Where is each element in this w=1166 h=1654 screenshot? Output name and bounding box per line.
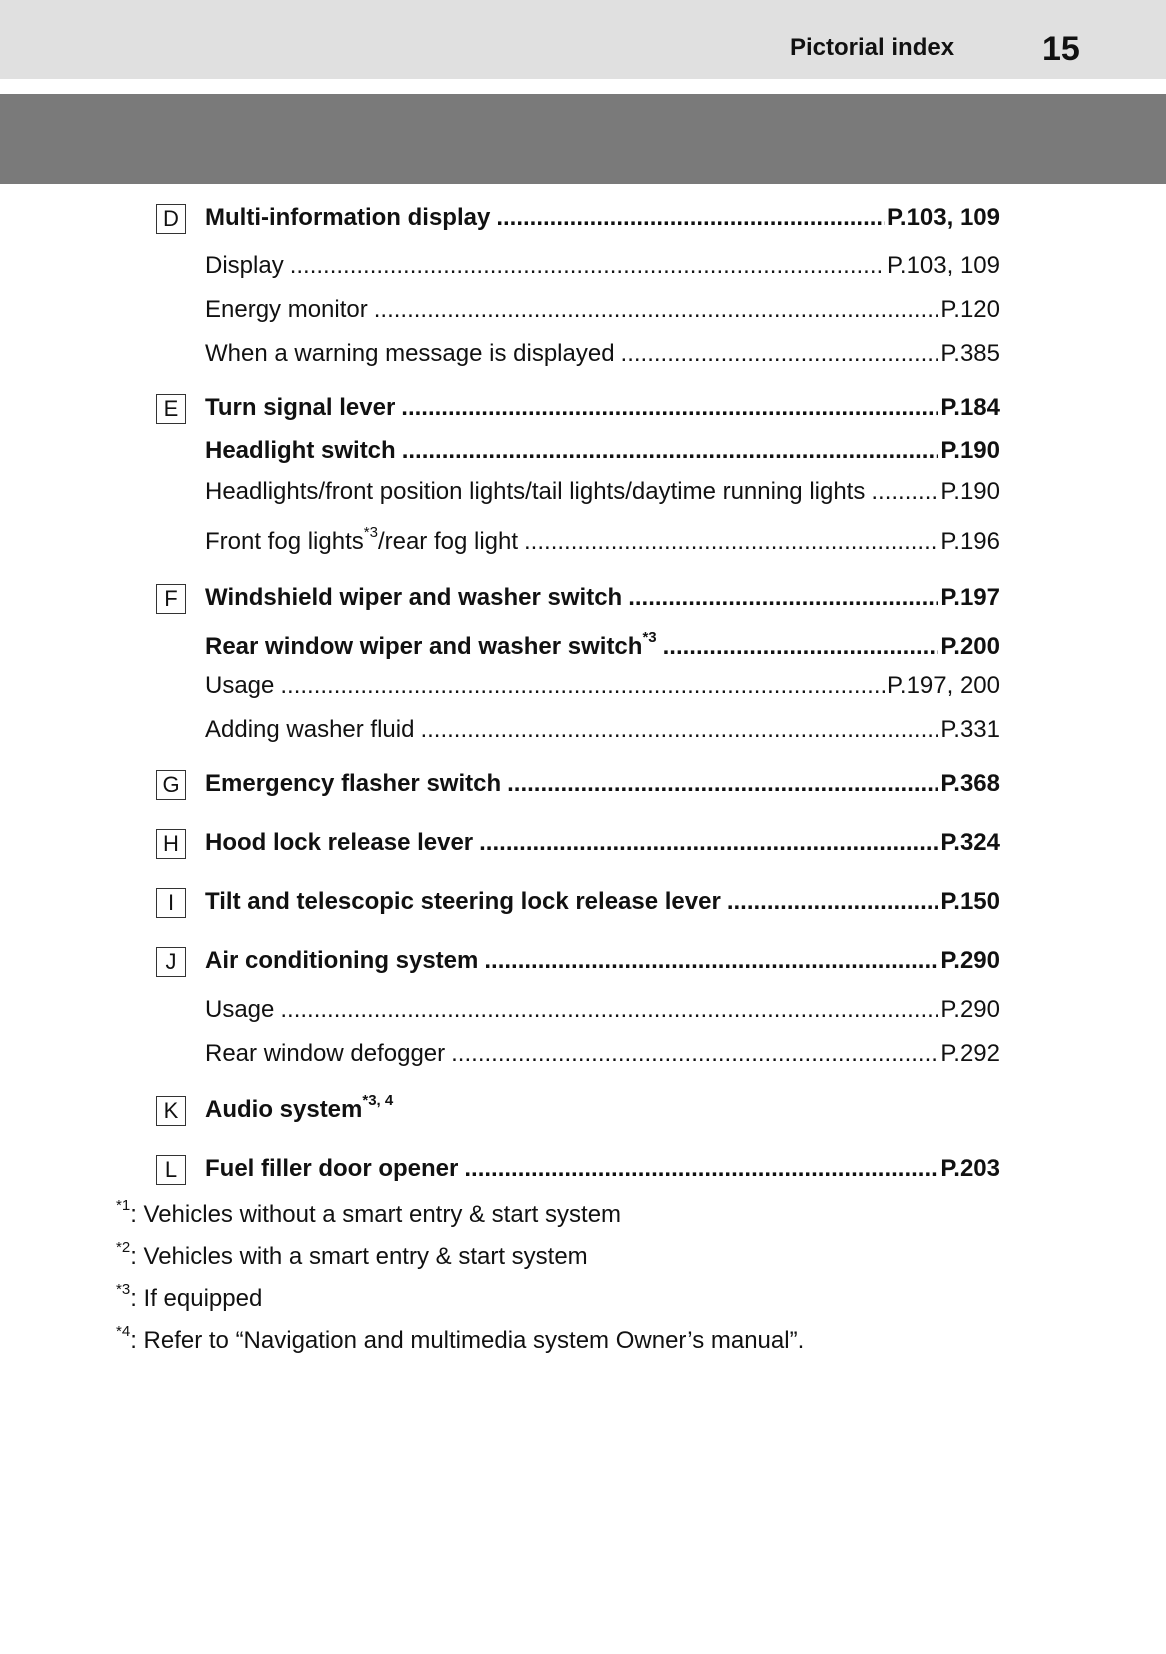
header-band	[0, 94, 1166, 184]
letter-badge-j: J	[156, 947, 186, 977]
leader-dots	[402, 437, 939, 465]
leader-dots	[479, 829, 938, 857]
entry-label: Windshield wiper and washer switch	[205, 584, 623, 611]
entry-label: Turn signal lever	[205, 394, 396, 421]
leader-dots	[451, 1040, 938, 1068]
footnote-text: : Vehicles without a smart entry & start system	[130, 1201, 622, 1228]
index-entry-windshield-wiper[interactable]	[205, 584, 1000, 612]
index-entry-air-conditioning[interactable]	[205, 947, 1000, 975]
entry-label: Headlight switch	[205, 437, 396, 464]
entry-label: Audio system$^{*3, 4}$	[205, 1092, 394, 1123]
index-entry-warning-message[interactable]	[205, 340, 1000, 368]
entry-page-ref: P.103, 109	[886, 204, 1000, 231]
entry-label: Rear window defogger	[205, 1040, 446, 1067]
entry-label: Hood lock release lever	[205, 829, 474, 856]
footnote-ref: *3, 4	[362, 1092, 394, 1109]
index-entry-multi-information-display[interactable]	[205, 204, 1000, 232]
index-entry-rear-defogger[interactable]	[205, 1040, 1000, 1068]
footnote-mark: *4	[116, 1323, 131, 1340]
leader-dots	[464, 1155, 938, 1183]
entry-label: Usage	[205, 672, 275, 699]
entry-page-ref: P.200	[940, 633, 1000, 660]
entry-page-ref: P.368	[940, 770, 1000, 797]
leader-dots	[420, 716, 938, 744]
entry-label: When a warning message is displayed	[205, 340, 615, 367]
footnote-text: : Refer to “Navigation and multimedia system Owner’s manual”.	[130, 1327, 805, 1354]
footnote-ref: *3	[642, 629, 657, 646]
index-entry-rear-window-wiper[interactable]	[205, 629, 1000, 661]
entry-page-ref: P.184	[940, 394, 1000, 421]
leader-dots	[401, 394, 938, 422]
entry-label: Adding washer fluid	[205, 716, 415, 743]
leader-dots	[663, 633, 939, 661]
entry-page-ref: P.292	[940, 1040, 1000, 1067]
letter-badge-i: I	[156, 888, 186, 918]
leader-dots	[524, 528, 938, 556]
leader-dots	[727, 888, 939, 916]
index-entry-usage-ac[interactable]	[205, 996, 1000, 1024]
footnote-3	[116, 1281, 263, 1313]
entry-label: Display	[205, 252, 284, 279]
footnote-mark: *2	[116, 1239, 131, 1256]
index-entry-headlights[interactable]	[205, 478, 1000, 506]
index-entry-usage-wiper[interactable]	[205, 672, 1000, 700]
index-entry-washer-fluid[interactable]	[205, 716, 1000, 744]
entry-page-ref: P.290	[940, 947, 1000, 974]
footnote-2	[116, 1239, 588, 1271]
entry-label: Air conditioning system	[205, 947, 479, 974]
section-title: Pictorial index	[790, 34, 955, 61]
header-bar	[0, 0, 1166, 79]
footnote-1	[116, 1197, 622, 1229]
leader-dots	[290, 252, 885, 280]
index-entry-energy-monitor[interactable]	[205, 296, 1000, 324]
letter-badge-k: K	[156, 1096, 186, 1126]
index-entry-audio-system[interactable]	[205, 1092, 1000, 1124]
entry-page-ref: P.385	[940, 340, 1000, 367]
letter-badge-f: F	[156, 584, 186, 614]
footnote-text: : Vehicles with a smart entry & start system	[130, 1243, 588, 1270]
entry-page-ref: P.331	[940, 716, 1000, 743]
index-entry-display[interactable]	[205, 252, 1000, 280]
leader-dots	[496, 204, 885, 232]
entry-page-ref: P.196	[940, 528, 1000, 555]
leader-dots	[628, 584, 938, 612]
footnote-4	[116, 1323, 805, 1355]
entry-label: Multi-information display	[205, 204, 491, 231]
entry-page-ref: P.190	[940, 478, 1000, 505]
leader-dots	[507, 770, 938, 798]
entry-page-ref: P.197	[940, 584, 1000, 611]
index-entry-turn-signal-lever[interactable]	[205, 394, 1000, 422]
letter-badge-l: L	[156, 1155, 186, 1185]
entry-page-ref: P.203	[940, 1155, 1000, 1182]
entry-page-ref: P.324	[940, 829, 1000, 856]
letter-badge-h: H	[156, 829, 186, 859]
index-entry-fog-lights[interactable]	[205, 524, 1000, 556]
entry-label: Emergency flasher switch	[205, 770, 502, 797]
page-number: 15	[1042, 30, 1080, 68]
leader-dots	[621, 340, 939, 368]
index-entry-fuel-filler[interactable]	[205, 1155, 1000, 1183]
footnote-ref: *3	[363, 524, 378, 541]
index-entry-hood-lock[interactable]	[205, 829, 1000, 857]
footnote-text: : If equipped	[130, 1285, 263, 1312]
entry-page-ref: P.290	[940, 996, 1000, 1023]
entry-page-ref: P.103, 109	[886, 252, 1000, 279]
entry-page-ref: P.150	[940, 888, 1000, 915]
entry-label: Usage	[205, 996, 275, 1023]
index-entry-headlight-switch[interactable]	[205, 437, 1000, 465]
index-entry-emergency-flasher[interactable]	[205, 770, 1000, 798]
entry-label: Rear window wiper and washer switch$^{*3}$	[205, 629, 657, 660]
entry-page-ref: P.120	[940, 296, 1000, 323]
entry-page-ref: P.197, 200	[886, 672, 1000, 699]
entry-label: Energy monitor	[205, 296, 368, 323]
entry-label: Headlights/front position lights/tail lights/daytime running lights	[205, 478, 866, 505]
entry-label: Front fog lights$^{*3}$/rear fog light	[205, 524, 519, 555]
leader-dots	[280, 672, 885, 700]
footnote-mark: *3	[116, 1281, 131, 1298]
entry-label: Fuel filler door opener	[205, 1155, 459, 1182]
entry-page-ref: P.190	[940, 437, 1000, 464]
footnote-mark: *1	[116, 1197, 131, 1214]
letter-badge-g: G	[156, 770, 186, 800]
letter-badge-d: D	[156, 204, 186, 234]
letter-badge-e: E	[156, 394, 186, 424]
leader-dots	[871, 478, 938, 506]
index-entry-steering-lock[interactable]	[205, 888, 1000, 916]
leader-dots	[374, 296, 939, 324]
leader-dots	[280, 996, 938, 1024]
leader-dots	[484, 947, 938, 975]
entry-label: Tilt and telescopic steering lock release lever	[205, 888, 721, 915]
